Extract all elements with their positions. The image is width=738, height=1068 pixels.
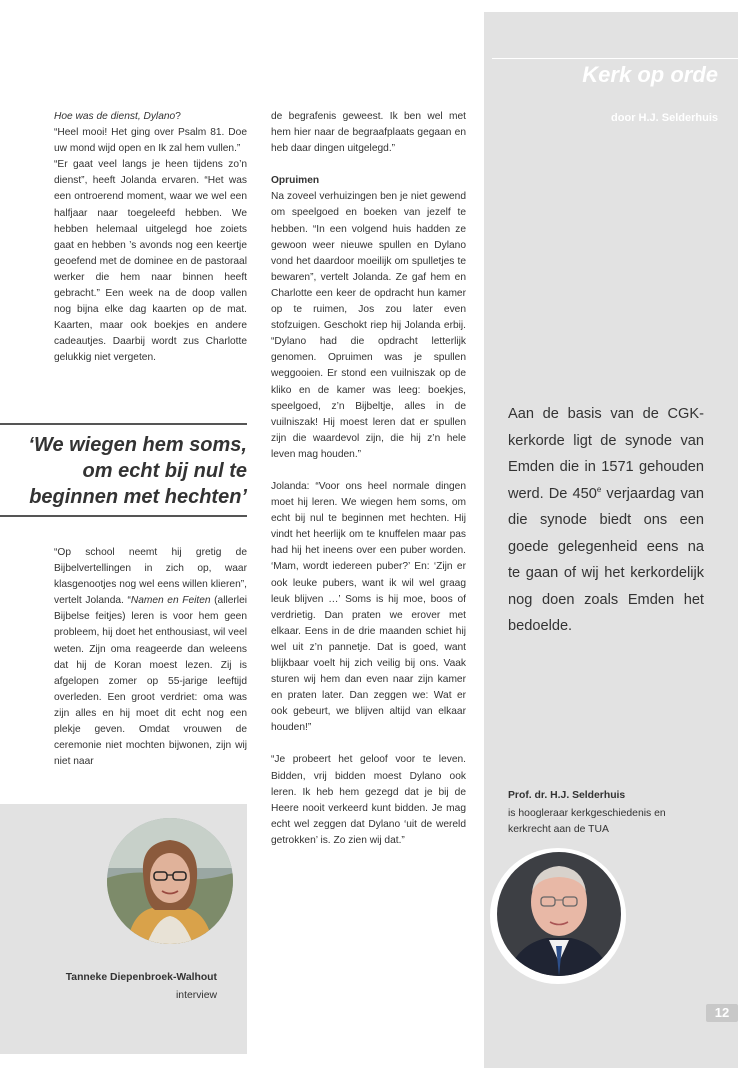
pull-quote-line: om echt bij nul te [82, 460, 247, 482]
pull-quote-line: beginnen met hechten’ [29, 486, 247, 508]
author-photo [107, 818, 233, 944]
author-role: interview [176, 990, 217, 1001]
spacer [271, 157, 466, 173]
column-2 [271, 109, 466, 849]
columnist-bio: is hoogleraar kerkgeschiedenis en kerkrecht aan de TUA [508, 808, 666, 835]
question-italic: Hoe was de dienst, Dylano [54, 111, 176, 122]
columnist-name: Prof. dr. H.J. Selderhuis [508, 790, 626, 801]
page-number: 12 [706, 1004, 738, 1022]
column-title: Kerk op orde [582, 62, 718, 87]
header-divider [492, 58, 738, 59]
author-name: Tanneke Diepenbroek-Walhout [65, 972, 217, 983]
spacer [271, 736, 466, 752]
paragraph: “Je probeert het geloof voor te leven. Bidden, vrij bidden moest Dylano ook leren. Ik heb hem gezegd dat je bij de Heere nooit verkeerd kunt bidden. Je mag echt wel zeggen dat Dylano ‘uit de wereld getrokken’ is. Zo zien wij dat.” [271, 754, 466, 846]
byline: door H.J. Selderhuis [611, 112, 718, 124]
columnist-portrait-image [497, 852, 621, 976]
paragraph: “Er gaat veel langs je heen tijdens zo’n dienst”, heeft Jolanda ervaren. “Het was een ontroerend moment, waar we wel een halfjaar naar toegeleefd hebben. We hebben helemaal uitgelegd hoe zoiets gaat en hebben ’s avonds nog een keertje geoefend met de dominee en de pastoraal werker die hem naar binnen heeft gebracht.” Een week na de doop vallen nog bijna elke dag kaarten op de mat. Kaarten, maar ook boekjes en andere cadeautjes. Daarbij wordt zus Charlotte gelukkig niet vergeten. [54, 159, 247, 364]
text-run: Aan de basis van de CGK-kerkorde ligt de synode van Emden die in 1571 gehouden werd. De 450 [508, 406, 704, 502]
paragraph: Jolanda: “Voor ons heel normale dingen moet hij leren. We wiegen hem soms, om echt bij nul te beginnen met hechten. Hij vindt het heerlijk om te knuffelen maar pas had hij het ineens over een puber worden. ‘Mam, wordt iedereen puber?’ En: ‘Zijn er ook leuke pubers, want ik wil wel graag leuk blijven …’ Soms is hij moe, boos of verdrietig. Dan praten we erover met elkaar. Eens in de drie maanden schiet hij wel uit z’n pannetje. Dat is goed, want blijkbaar voelt hij zich veilig bij ons. Vaak sturen wij hem dan even naar zijn kamer en praten later. Dan zeggen we: Wat er ook gebeurt, we blijven altijd van elkaar houden!” [271, 480, 466, 734]
text-run: (allerlei Bijbelse feitjes) leren is voor hem geen probleem, hij doet het enthousiast, wil veel weten. Zijn oma reageerde dan weleens dat hij de Koran moest lezen. Zij is afgelopen zomer op 55-jarige leeftijd overleden. Een groot verdriet: oma was zijn alles en hij moet dit echt nog een plekje geven. Omdat vrouwen de ceremonie niet mochten bijwonen, zijn wij niet naar [54, 595, 248, 768]
pull-quote-line: ‘We wiegen hem soms, [28, 434, 247, 456]
column-1-top [54, 109, 247, 367]
quote-rule-top [0, 423, 247, 425]
quote-rule-bottom [0, 515, 247, 517]
sidebar-intro [508, 401, 704, 640]
author-portrait-image [107, 818, 233, 944]
paragraph: de begrafenis geweest. Ik ben wel met hem hier naar de begraafplaats gegaan en heb daar dingen uitgelegd.” [271, 111, 466, 155]
question-mark: ? [175, 111, 181, 122]
text-run: verjaardag van die synode biedt ons een goede gelegenheid eens na te gaan of wij het kerkordelijk nog doen zoals Emden het bedoelde. [508, 485, 704, 634]
paragraph: “Heel mooi! Het ging over Psalm 81. Doe uw mond wijd open en Ik zal hem vullen.” [54, 127, 247, 155]
column-1-bottom [54, 545, 247, 770]
text-run: “Op school neemt hij gretig de Bijbelvertellingen in zich op, waar klasgenootjes nog wel eens willen klieren”, vertelt Jolanda. “ [54, 547, 247, 607]
superscript: e [596, 484, 602, 494]
paragraph [54, 545, 247, 770]
paragraph: Na zoveel verhuizingen ben je niet gewend om speelgoed en boeken van jezelf te hebben. “In een volgend huis hadden ze gewoon weer nieuwe spullen en Dylano vond het daardoor moeilijk om spulletjes te bewaren”, vertelt Jolanda. Ze gaf hem en Charlotte een keer de opdracht hun kamer op te ruimen, Jos zou later even stofzuigen. Geschokt riep hij Jolanda erbij. “Dylano had die opdracht letterlijk genomen. Opruimen was je spullen weggooien. Er stond een vuilniszak op de kliko en de kamer was leeg: boekjes, speelgoed, z’n Bijbeltje, alles in de vuilniszak! Hij moest leren dat er spullen zijn die waardevol zijn, die hij z’n hele leven mag houden.” [271, 191, 466, 460]
pull-quote [0, 432, 247, 510]
question [54, 109, 247, 125]
columnist-photo [497, 852, 621, 976]
italic-title: Namen en Feiten [130, 595, 211, 607]
spacer [271, 463, 466, 479]
subheading: Opruimen [271, 175, 320, 187]
